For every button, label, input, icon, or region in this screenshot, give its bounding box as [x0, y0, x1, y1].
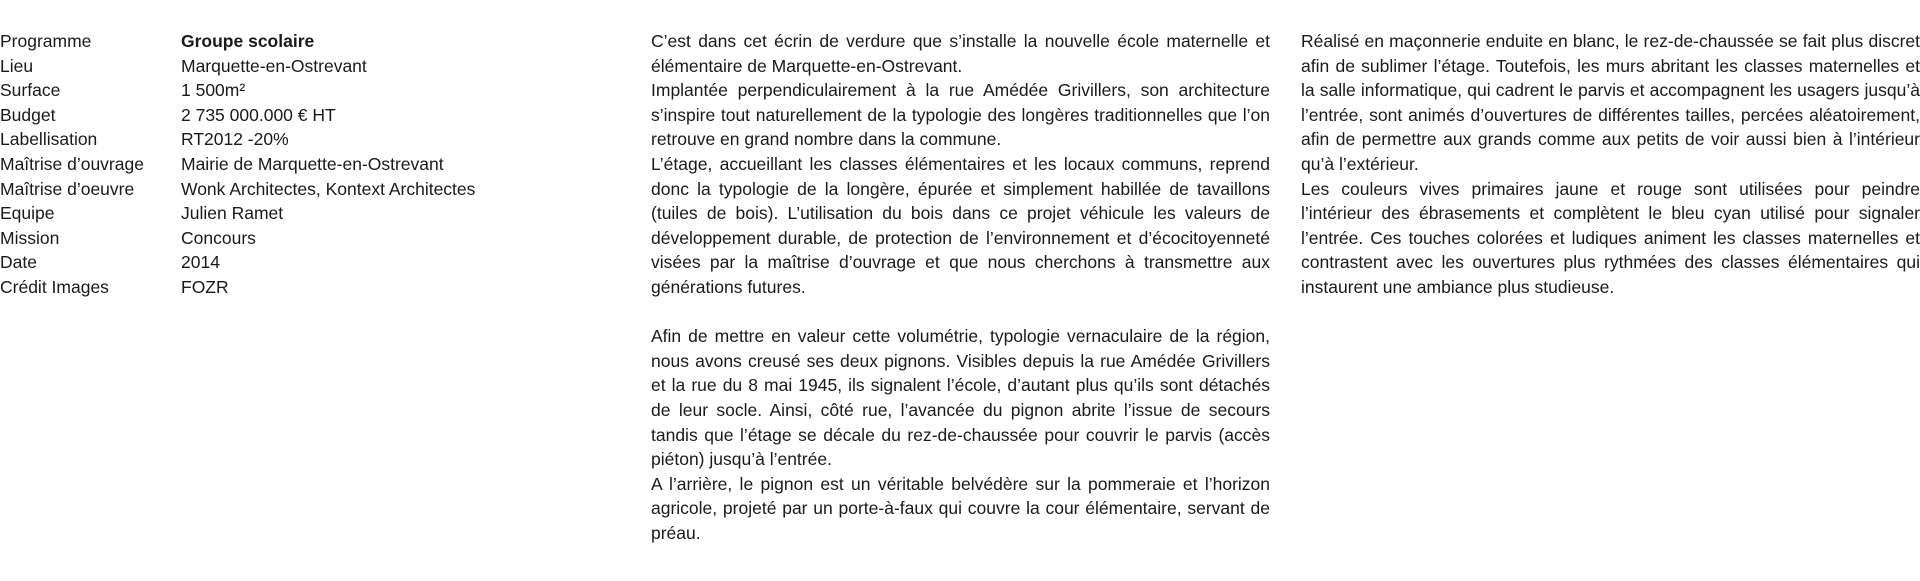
info-row-maitrise-oeuvre	[0, 177, 600, 202]
description-column-right	[1301, 29, 1920, 300]
paragraph: C’est dans cet écrin de verdure que s’installe la nouvelle école maternelle et élémentaire de Marquette-en-Ostrevant.	[651, 31, 1270, 76]
info-row-budget	[0, 103, 600, 128]
description-column-middle	[651, 29, 1270, 545]
info-label: Budget	[0, 104, 56, 125]
info-row-labellisation	[0, 127, 600, 152]
info-label: Programme	[0, 31, 92, 51]
info-value: FOZR	[181, 276, 229, 297]
info-value: Groupe scolaire	[181, 31, 315, 51]
info-label: Maîtrise d’oeuvre	[0, 178, 135, 199]
info-label: Equipe	[0, 203, 55, 224]
info-value: Wonk Architectes, Kontext Architectes	[181, 178, 476, 199]
paragraph: Implantée perpendiculairement à la rue Amédée Grivillers, son architecture s’inspire tout naturellement de la typologie des longères traditionnelles que l’on retrouve en grand nombre dans la commune.	[651, 80, 1270, 150]
info-label: Labellisation	[0, 129, 98, 150]
info-value: RT2012 -20%	[181, 129, 289, 150]
info-row-surface	[0, 78, 600, 103]
project-info-table	[0, 29, 600, 300]
info-value: 2014	[181, 252, 220, 273]
info-row-maitrise-ouvrage	[0, 152, 600, 177]
info-value: 1 500m²	[181, 80, 246, 101]
info-value: Concours	[181, 227, 256, 248]
paragraph: Les couleurs vives primaires jaune et rouge sont utilisées pour peindre l’intérieur des ébrasements et complètent le bleu cyan utilisé pour signaler l’entrée. Ces touches colorées et ludiques animent les classes maternelles et contrastent avec les ouvertures plus rythmées des classes élémentaires qui instaurent une ambiance plus studieuse.	[1301, 178, 1920, 297]
info-row-equipe	[0, 201, 600, 226]
info-label: Maîtrise d’ouvrage	[0, 153, 144, 174]
info-row-lieu	[0, 54, 600, 79]
info-label: Mission	[0, 227, 60, 248]
info-row-programme	[0, 29, 600, 54]
info-value: Marquette-en-Ostrevant	[181, 55, 367, 76]
info-value: Julien Ramet	[181, 203, 284, 224]
info-row-date	[0, 250, 600, 275]
info-label: Lieu	[0, 55, 34, 76]
info-row-mission	[0, 226, 600, 251]
info-label: Surface	[0, 80, 61, 101]
paragraph: A l’arrière, le pignon est un véritable belvédère sur la pommeraie et l’horizon agricole, projeté par un porte-à-faux qui couvre la cour élémentaire, servant de préau.	[651, 473, 1270, 543]
paragraph: L’étage, accueillant les classes élémentaires et les locaux communs, reprend donc la typologie de la longère, épurée et simplement habillée de tavaillons (tuiles de bois). L’utilisation du bois dans ce projet véhicule les valeurs de développement durable, de protection de l’environnement et d’écocitoyenneté visées par la maîtrise d’ouvrage et que nous cherchons à transmettre aux générations futures.	[651, 153, 1270, 297]
info-row-credit-images	[0, 275, 600, 300]
info-value: Mairie de Marquette-en-Ostrevant	[181, 153, 444, 174]
info-value: 2 735 000.000 € HT	[181, 104, 336, 125]
paragraph: Afin de mettre en valeur cette volumétrie, typologie vernaculaire de la région, nous avons creusé ses deux pignons. Visibles depuis la rue Amédée Grivillers et la rue du 8 mai 1945, ils signalent l’école, d’autant plus qu’ils sont détachés de leur socle. Ainsi, côté rue, l’avancée du pignon abrite l’issue de secours tandis que l’étage se décale du rez-de-chaussée pour couvrir le parvis (accès piéton) jusqu’à l’entrée.	[651, 326, 1270, 470]
info-label: Crédit Images	[0, 276, 109, 297]
paragraph: Réalisé en maçonnerie enduite en blanc, le rez-de-chaussée se fait plus discret afin de sublimer l’étage. Toutefois, les murs abritant les classes maternelles et la salle informatique, qui cadrent le parvis et accompagnent les usagers jusqu’à l’entrée, sont animés d’ouvertures de différentes tailles, percées aléatoirement, afin de permettre aux grands comme aux petits de voir aussi bien à l’intérieur qu’à l’extérieur.	[1301, 31, 1920, 174]
info-label: Date	[0, 252, 37, 273]
